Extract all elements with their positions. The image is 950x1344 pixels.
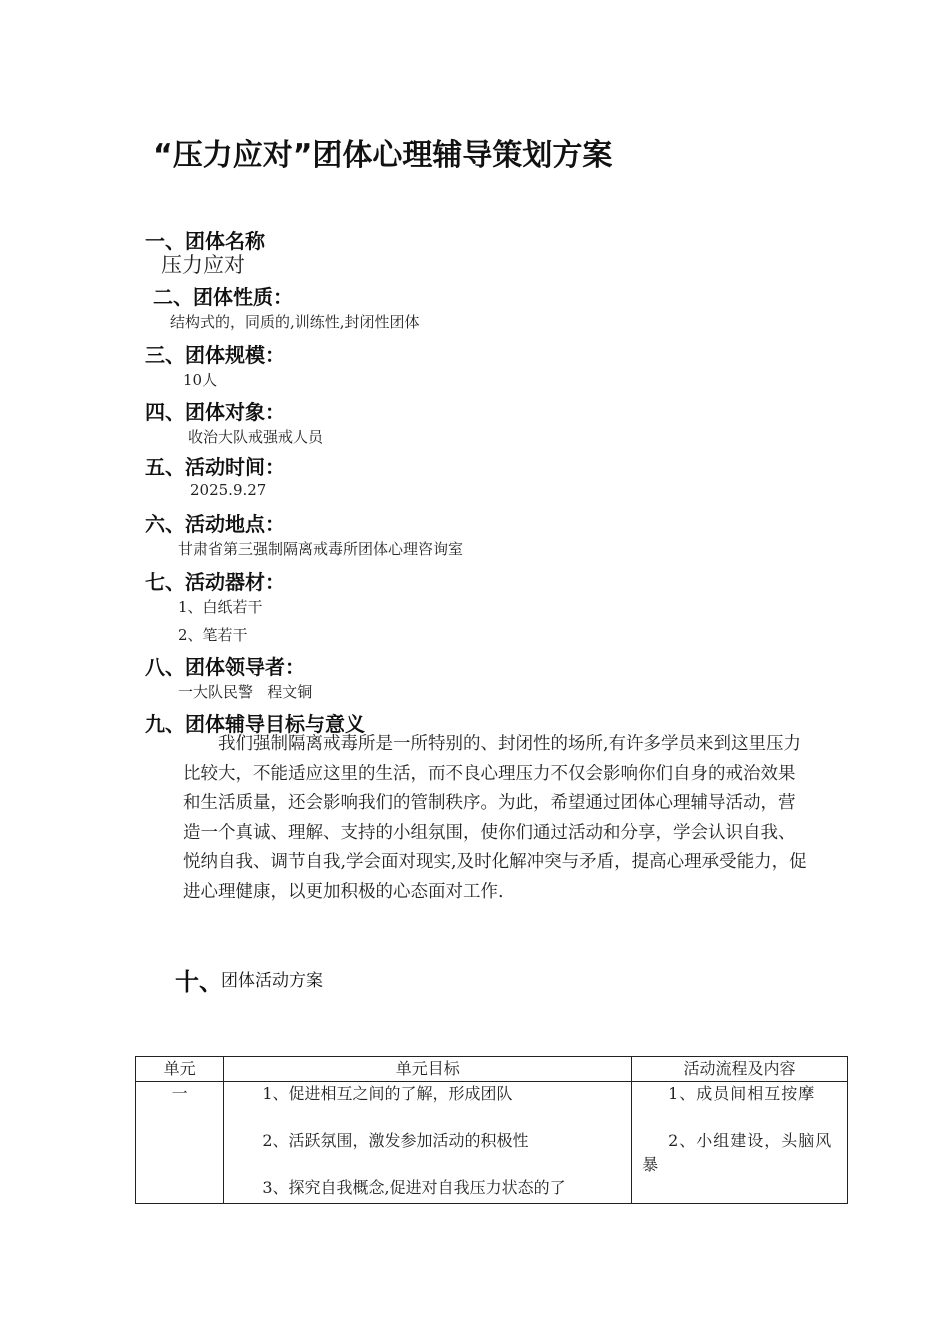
table-header-row [136, 1057, 848, 1082]
section-9-paragraph: 我们强制隔离戒毒所是一所特别的、封闭性的场所,有许多学员来到这里压力比较大，不能适应这里的生活，而不良心理压力不仅会影响你们自身的戒治效果和生活质量，还会影响我们的管制秩序。为此，希望通过团体心理辅导活动，营造一个真诚、理解、支持的小组氛围，使你们通过活动和分享，学会认识自我、悦纳自我、调节自我,学会面对现实,及时化解冲突与矛盾，提高心理承受能力，促进心理健康，以更加积极的心态面对工作. [183, 734, 807, 902]
section-1-heading: 一、团体名称 [145, 229, 265, 253]
section-9-heading: 九、团体辅导目标与意义 [145, 712, 365, 736]
section-10-heading: 团体活动方案 [221, 971, 323, 991]
header-unit-goal: 单元目标 [224, 1057, 632, 1082]
goal-cell [224, 1082, 632, 1204]
table-row [136, 1082, 848, 1204]
header-activity-flow: 活动流程及内容 [632, 1057, 848, 1082]
goal-item-3: 3、探究自我概念,促进对自我压力状态的了 [262, 1178, 566, 1197]
section-3-heading: 三、团体规模： [145, 343, 285, 367]
document-title: “压力应对”团体心理辅导策划方案 [153, 138, 613, 173]
flow-item-2: 2、小组建设，头脑风暴 [642, 1131, 833, 1174]
section-5-value: 2025.9.27 [190, 481, 267, 499]
section-2-value: 结构式的，同质的,训练性,封闭性团体 [170, 313, 420, 331]
flow-cell [632, 1082, 848, 1204]
section-2-heading: 二、团体性质： [153, 285, 293, 309]
section-7-item-1: 1、白纸若干 [178, 598, 263, 616]
section-7-item-2: 2、笔若干 [178, 626, 248, 644]
section-4-value: 收治大队戒强戒人员 [188, 428, 324, 446]
unit-cell: 一 [136, 1082, 224, 1204]
flow-item-1: 1、成员间相互按摩 [668, 1084, 816, 1103]
section-7-heading: 七、活动器材： [145, 570, 285, 594]
section-8-heading: 八、团体领导者： [145, 655, 305, 679]
section-10-number: 十、 [175, 968, 223, 996]
header-unit: 单元 [136, 1057, 224, 1082]
section-3-value: 10人 [183, 371, 218, 389]
section-4-heading: 四、团体对象： [145, 400, 285, 424]
section-5-heading: 五、活动时间： [145, 455, 285, 479]
section-6-heading: 六、活动地点： [145, 512, 285, 536]
section-8-value: 一大队民警 程文铜 [178, 683, 313, 701]
section-1-value: 压力应对 [161, 253, 245, 277]
goal-item-2: 2、活跃氛围，激发参加活动的积极性 [262, 1131, 529, 1150]
section-6-value: 甘肃省第三强制隔离戒毒所团体心理咨询室 [178, 540, 464, 558]
goal-item-1: 1、促进相互之间的了解，形成团队 [262, 1084, 513, 1103]
activity-plan-table [135, 1056, 848, 1204]
